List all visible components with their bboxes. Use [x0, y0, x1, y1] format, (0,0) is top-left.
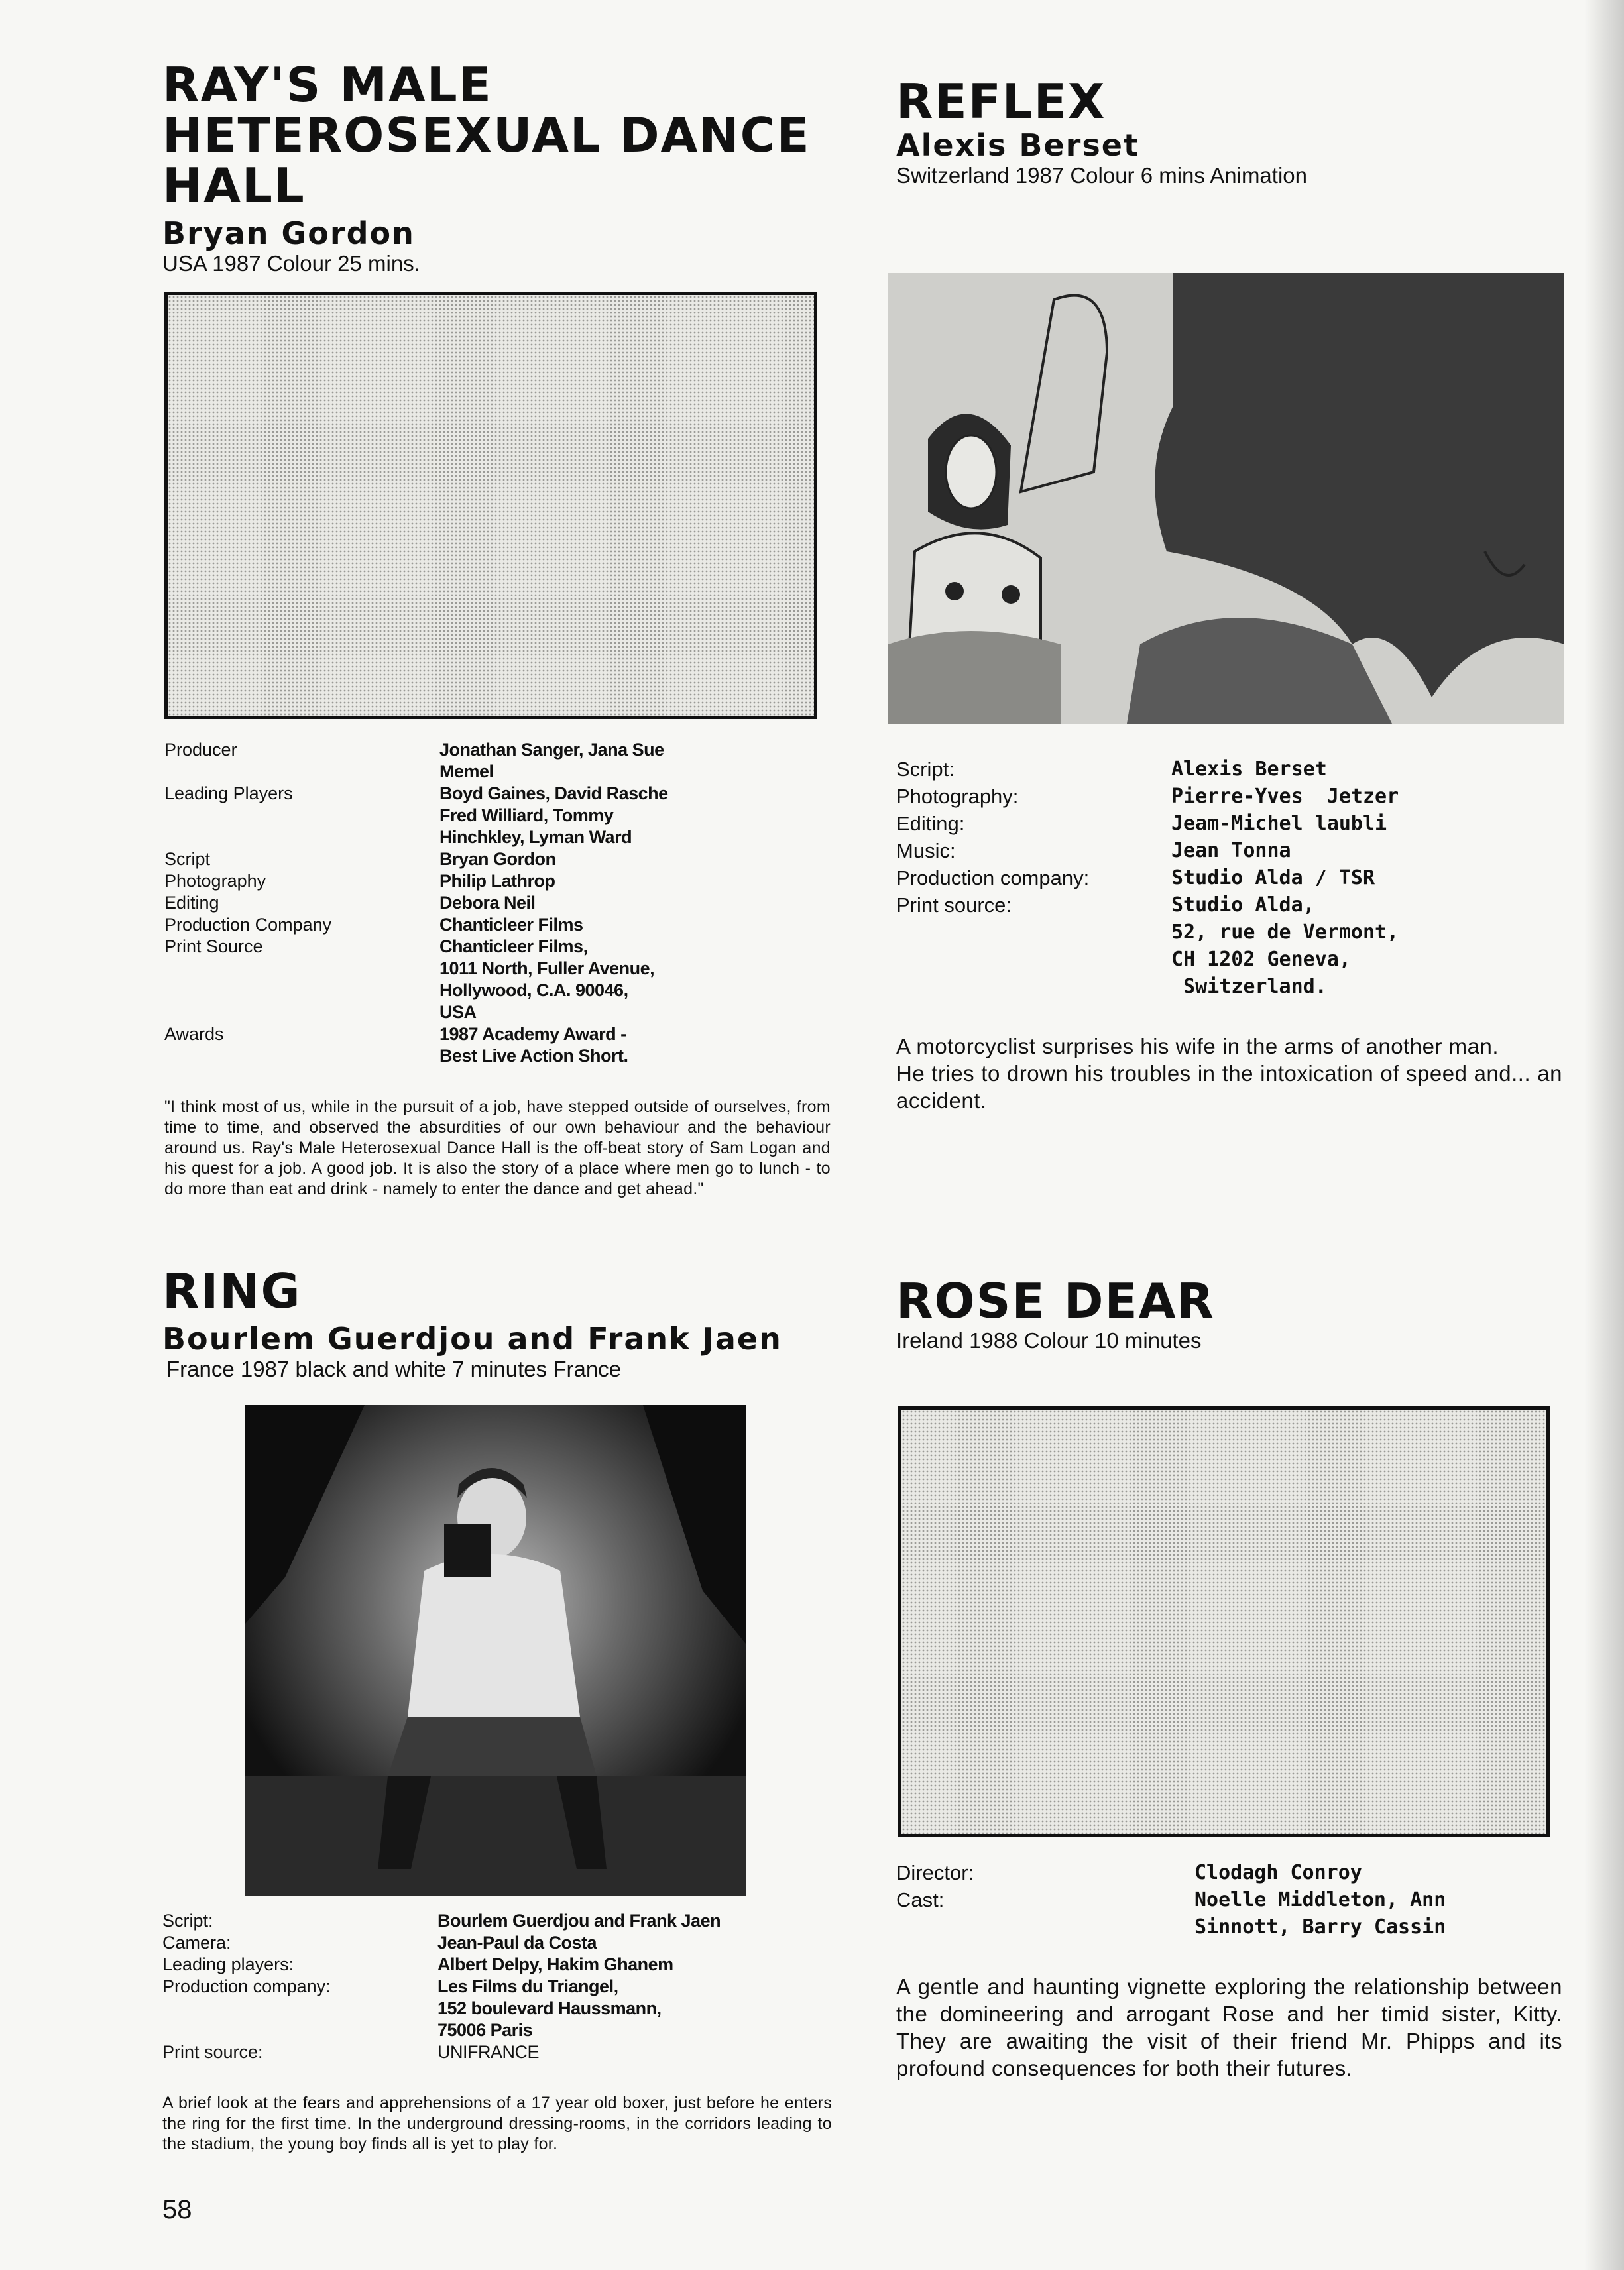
credit-value: UNIFRANCE: [437, 2042, 540, 2062]
credit-value: Noelle Middleton, Ann Sinnott, Barry Cassin: [1194, 1888, 1446, 1939]
credit-row: [164, 1023, 761, 1067]
credit-label: Photography: [164, 871, 266, 891]
rays-quote: "I think most of us, while in the pursuit of a job, have stepped outside of ourselves, from time to time, and observed the absurdities of our own behaviour and the behaviour around us. Ray's Male Heterosexual Dance Hall is the off-beat story of Sam Logan and his quest for a job. A good job. It is also the story of a place where men go to lunch - to do more than eat and drink - namely to enter the dance and get ahead.": [164, 1098, 831, 1198]
credit-row: [164, 783, 761, 848]
rose-meta: Ireland 1988 Colour 10 minutes: [896, 1328, 1202, 1353]
reflex-credits: [896, 756, 1559, 1000]
credit-row: [164, 739, 761, 783]
rose-still-image: [898, 1406, 1550, 1837]
ring-header: [162, 1263, 782, 1383]
credit-value: Philip Lathrop: [439, 871, 555, 891]
credit-label: Music:: [896, 839, 956, 862]
credit-value: Debora Neil: [439, 893, 536, 913]
rays-header: [162, 57, 811, 277]
credit-label: Print source:: [896, 893, 1012, 917]
page-edge-shadow: [1584, 0, 1624, 2270]
credit-value: Jean-Paul da Costa: [437, 1933, 597, 1953]
credit-row: [896, 1886, 1559, 1941]
credit-label: Production company:: [162, 1976, 331, 1996]
credit-value: Jean Tonna: [1171, 839, 1291, 862]
credit-row: [164, 936, 761, 1023]
credit-value: Jeam-Michel laubli: [1171, 812, 1387, 835]
rays-author: Bryan Gordon: [162, 215, 415, 251]
credit-value: Les Films du Triangel, 152 boulevard Haussmann, 75006 Paris: [437, 1976, 662, 2040]
credit-label: Production Company: [164, 915, 332, 935]
reflex-synopsis-line-1: A motorcyclist surprises his wife in the arms of another man.: [896, 1034, 1499, 1058]
credit-value: Albert Delpy, Hakim Ghanem: [437, 1955, 673, 1974]
page-number: 58: [162, 2195, 192, 2224]
credit-label: Cast:: [896, 1888, 945, 1911]
credit-row: [896, 837, 1559, 864]
credit-row: [162, 2041, 825, 2063]
credit-value: Clodagh Conroy: [1194, 1861, 1362, 1884]
credit-row: [164, 892, 761, 914]
credit-label: Editing: [164, 893, 219, 913]
credit-row: [162, 1976, 825, 2041]
credit-value: Jonathan Sanger, Jana Sue Memel: [439, 740, 664, 781]
credit-label: Leading Players: [164, 783, 293, 803]
credit-value: Bryan Gordon: [439, 849, 556, 869]
credit-label: Producer: [164, 740, 237, 760]
credit-value: Bourlem Guerdjou and Frank Jaen: [437, 1911, 721, 1931]
credit-row: [896, 783, 1559, 810]
credit-label: Leading players:: [162, 1955, 294, 1974]
credit-label: Camera:: [162, 1933, 231, 1953]
credit-row: [896, 810, 1559, 837]
credit-label: Script:: [162, 1911, 213, 1931]
reflex-meta: Switzerland 1987 Colour 6 mins Animation: [896, 163, 1307, 188]
ring-photo-image: [245, 1405, 746, 1896]
credit-value: Studio Alda / TSR: [1171, 866, 1375, 889]
reflex-synopsis: [896, 1033, 1562, 1114]
credit-value: Pierre-Yves Jetzer: [1171, 785, 1399, 808]
credit-value: Chanticleer Films, 1011 North, Fuller Avenue, Hollywood, C.A. 90046, USA: [439, 936, 655, 1022]
ring-title: RING: [162, 1263, 302, 1319]
ring-meta: France 1987 black and white 7 minutes France: [166, 1357, 622, 1381]
credit-label: Print source:: [162, 2042, 263, 2062]
rays-meta: USA 1987 Colour 25 mins.: [162, 251, 420, 276]
reflex-title: REFLEX: [896, 74, 1106, 129]
rose-credits: [896, 1859, 1559, 1941]
credit-label: Print Source: [164, 936, 263, 956]
credit-label: Script: [164, 849, 211, 869]
credit-row: [896, 891, 1559, 1000]
rose-header: [896, 1273, 1215, 1354]
rays-title-line-2: HETEROSEXUAL DANCE: [162, 107, 811, 163]
credit-label: Photography:: [896, 785, 1019, 808]
credit-value: Chanticleer Films: [439, 915, 583, 935]
rays-title-line-1: RAY'S MALE: [162, 57, 493, 113]
ring-synopsis: A brief look at the fears and apprehensions of a 17 year old boxer, just before he enters the ring for the first time. In the underground dressing-rooms, in the corridors leading to the stadium, the young boy finds all is yet to play for.: [162, 2094, 832, 2153]
reflex-author: Alexis Berset: [896, 127, 1139, 163]
credit-label: Awards: [164, 1024, 224, 1044]
credit-row: [164, 870, 761, 892]
credit-row: [896, 864, 1559, 891]
credit-label: Editing:: [896, 812, 965, 835]
ring-author: Bourlem Guerdjou and Frank Jaen: [162, 1321, 782, 1357]
rose-title: ROSE DEAR: [896, 1273, 1215, 1329]
credit-row: [164, 914, 761, 936]
credit-row: [162, 1954, 825, 1976]
credit-row: [896, 756, 1559, 783]
credit-value: 1987 Academy Award - Best Live Action Short.: [439, 1024, 628, 1066]
credit-label: Production company:: [896, 866, 1090, 889]
credit-label: Script:: [896, 758, 955, 781]
rose-synopsis: A gentle and haunting vignette exploring the relationship between the domineering and arrogant Rose and her timid sister, Kitty. They are awaiting the visit of their friend Mr. Phipps and its profound consequences for both their futures.: [896, 1974, 1562, 2080]
credit-row: [164, 848, 761, 870]
ring-credits: [162, 1910, 825, 2063]
reflex-animation-still: [888, 273, 1564, 724]
rays-still-image: [164, 292, 817, 719]
credit-row: [162, 1932, 825, 1954]
rays-credits: [164, 739, 761, 1067]
ring-boxer-photo: [245, 1405, 746, 1896]
credit-row: [896, 1859, 1559, 1886]
reflex-still-image: [888, 273, 1564, 724]
credit-value: Studio Alda, 52, rue de Vermont, CH 1202 Geneva, Switzerland.: [1171, 893, 1399, 998]
reflex-header: [896, 76, 1307, 189]
credit-value: Alexis Berset: [1171, 758, 1327, 781]
credit-row: [162, 1910, 825, 1932]
reflex-synopsis-line-2: He tries to drown his troubles in the intoxication of speed and... an accident.: [896, 1061, 1562, 1113]
rays-title-line-3: HALL: [162, 158, 306, 213]
credit-value: Boyd Gaines, David Rasche Fred Williard, Tommy Hinchkley, Lyman Ward: [439, 783, 668, 847]
credit-label: Director:: [896, 1861, 974, 1884]
